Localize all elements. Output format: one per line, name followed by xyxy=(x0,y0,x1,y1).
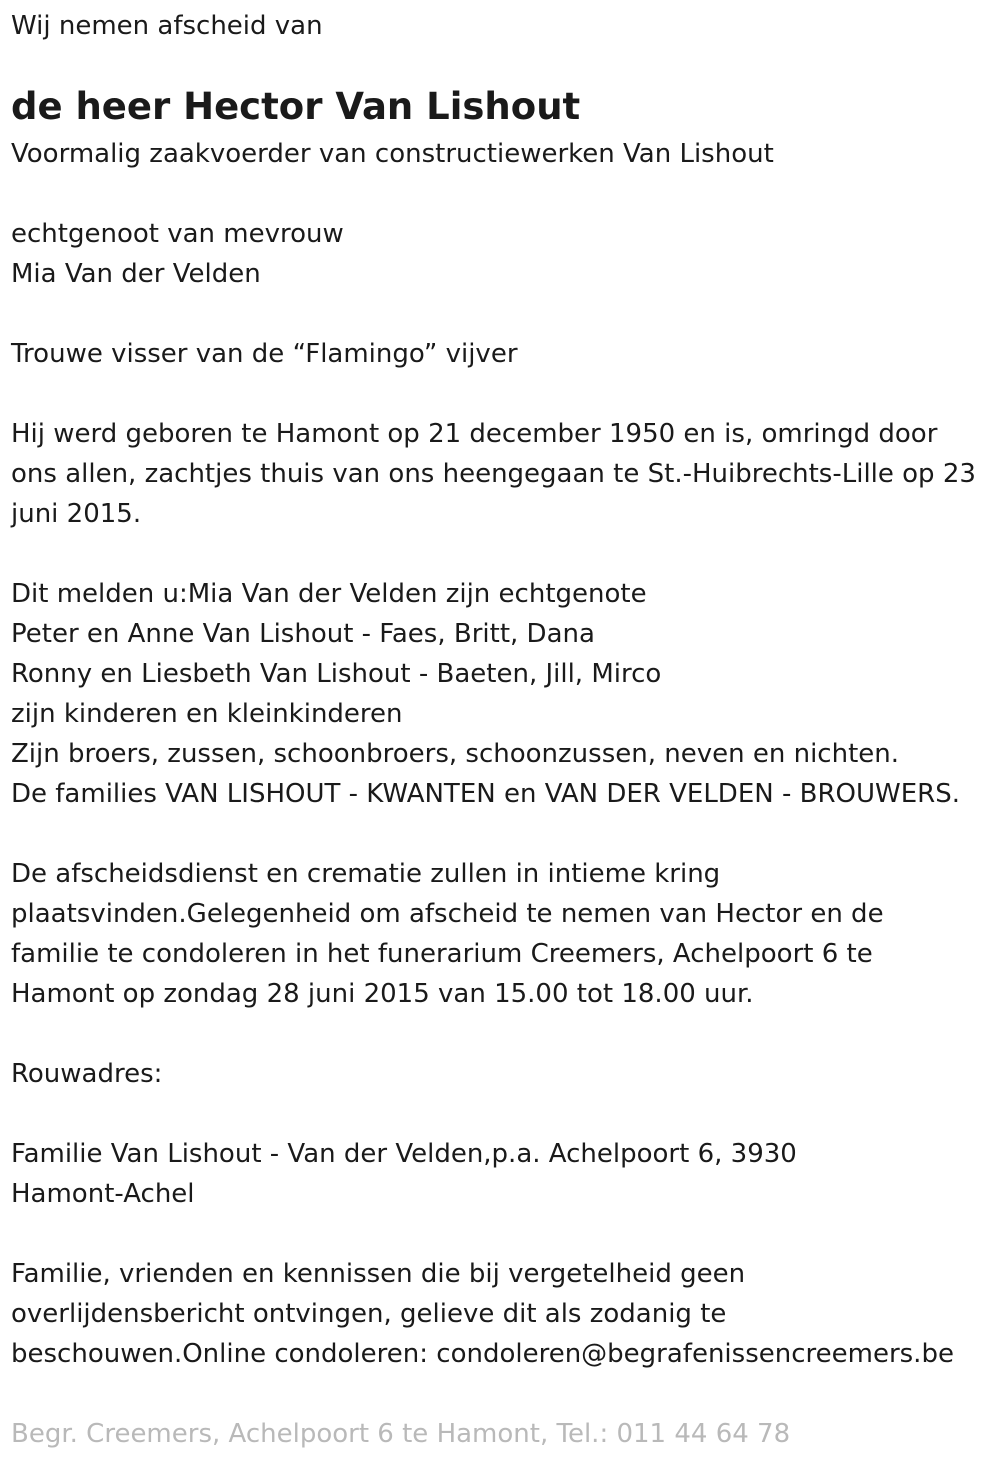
announced-by-block xyxy=(11,574,960,814)
spouse-name: Mia Van der Velden xyxy=(11,259,261,289)
announced-by-line: Ronny en Liesbeth Van Lishout - Baeten, Jill, Mirco xyxy=(11,659,662,689)
mourning-label-block xyxy=(11,1054,162,1094)
hobby-block xyxy=(11,334,518,374)
deceased-name: de heer Hector Van Lishout xyxy=(11,85,581,128)
service-line: De afscheidsdienst en crematie zullen in intieme kring xyxy=(11,859,721,889)
announced-by-line: zijn kinderen en kleinkinderen xyxy=(11,699,403,729)
spouse-line: echtgenoot van mevrouw xyxy=(11,219,344,249)
announced-by-line: Dit melden u:Mia Van der Velden zijn echtgenote xyxy=(11,579,647,609)
occupation-text: Voormalig zaakvoerder van constructiewerken Van Lishout xyxy=(11,139,774,169)
service-block xyxy=(11,854,884,1014)
birth-death-line: Hij werd geboren te Hamont op 21 december 1950 en is, omringd door xyxy=(11,419,938,449)
service-line: familie te condoleren in het funerarium Creemers, Achelpoort 6 te xyxy=(11,939,873,969)
birth-death-line: ons allen, zachtjes thuis van ons heengegaan te St.-Huibrechts-Lille op 23 xyxy=(11,459,976,489)
subtitle-block xyxy=(11,134,774,174)
announced-by-line: De families VAN LISHOUT - KWANTEN en VAN DER VELDEN - BROUWERS. xyxy=(11,779,960,809)
mourning-address-block xyxy=(11,1134,797,1214)
announced-by-line: Peter en Anne Van Lishout - Faes, Britt, Dana xyxy=(11,619,595,649)
closing-block xyxy=(11,1254,954,1374)
service-line: plaatsvinden.Gelegenheid om afscheid te nemen van Hector en de xyxy=(11,899,884,929)
announced-by-line: Zijn broers, zussen, schoonbroers, schoonzussen, neven en nichten. xyxy=(11,739,899,769)
mourning-address-line: Hamont-Achel xyxy=(11,1179,195,1209)
mourning-address-label: Rouwadres: xyxy=(11,1059,163,1089)
closing-line: beschouwen.Online condoleren: condoleren@begrafenissencreemers.be xyxy=(11,1339,954,1369)
funeral-home-footer: Begr. Creemers, Achelpoort 6 te Hamont, Tel.: 011 44 64 78 xyxy=(11,1419,791,1449)
hobby-text: Trouwe visser van de “Flamingo” vijver xyxy=(11,339,518,369)
closing-line: overlijdensbericht ontvingen, gelieve dit als zodanig te xyxy=(11,1299,727,1329)
birth-death-line: juni 2015. xyxy=(11,499,142,529)
intro-text: Wij nemen afscheid van xyxy=(11,11,323,41)
mourning-address-line: Familie Van Lishout - Van der Velden,p.a. Achelpoort 6, 3930 xyxy=(11,1139,797,1169)
service-line: Hamont op zondag 28 juni 2015 van 15.00 tot 18.00 uur. xyxy=(11,979,754,1009)
spouse-block xyxy=(11,214,344,294)
birth-death-block xyxy=(11,414,976,534)
closing-line: Familie, vrienden en kennissen die bij vergetelheid geen xyxy=(11,1259,746,1289)
